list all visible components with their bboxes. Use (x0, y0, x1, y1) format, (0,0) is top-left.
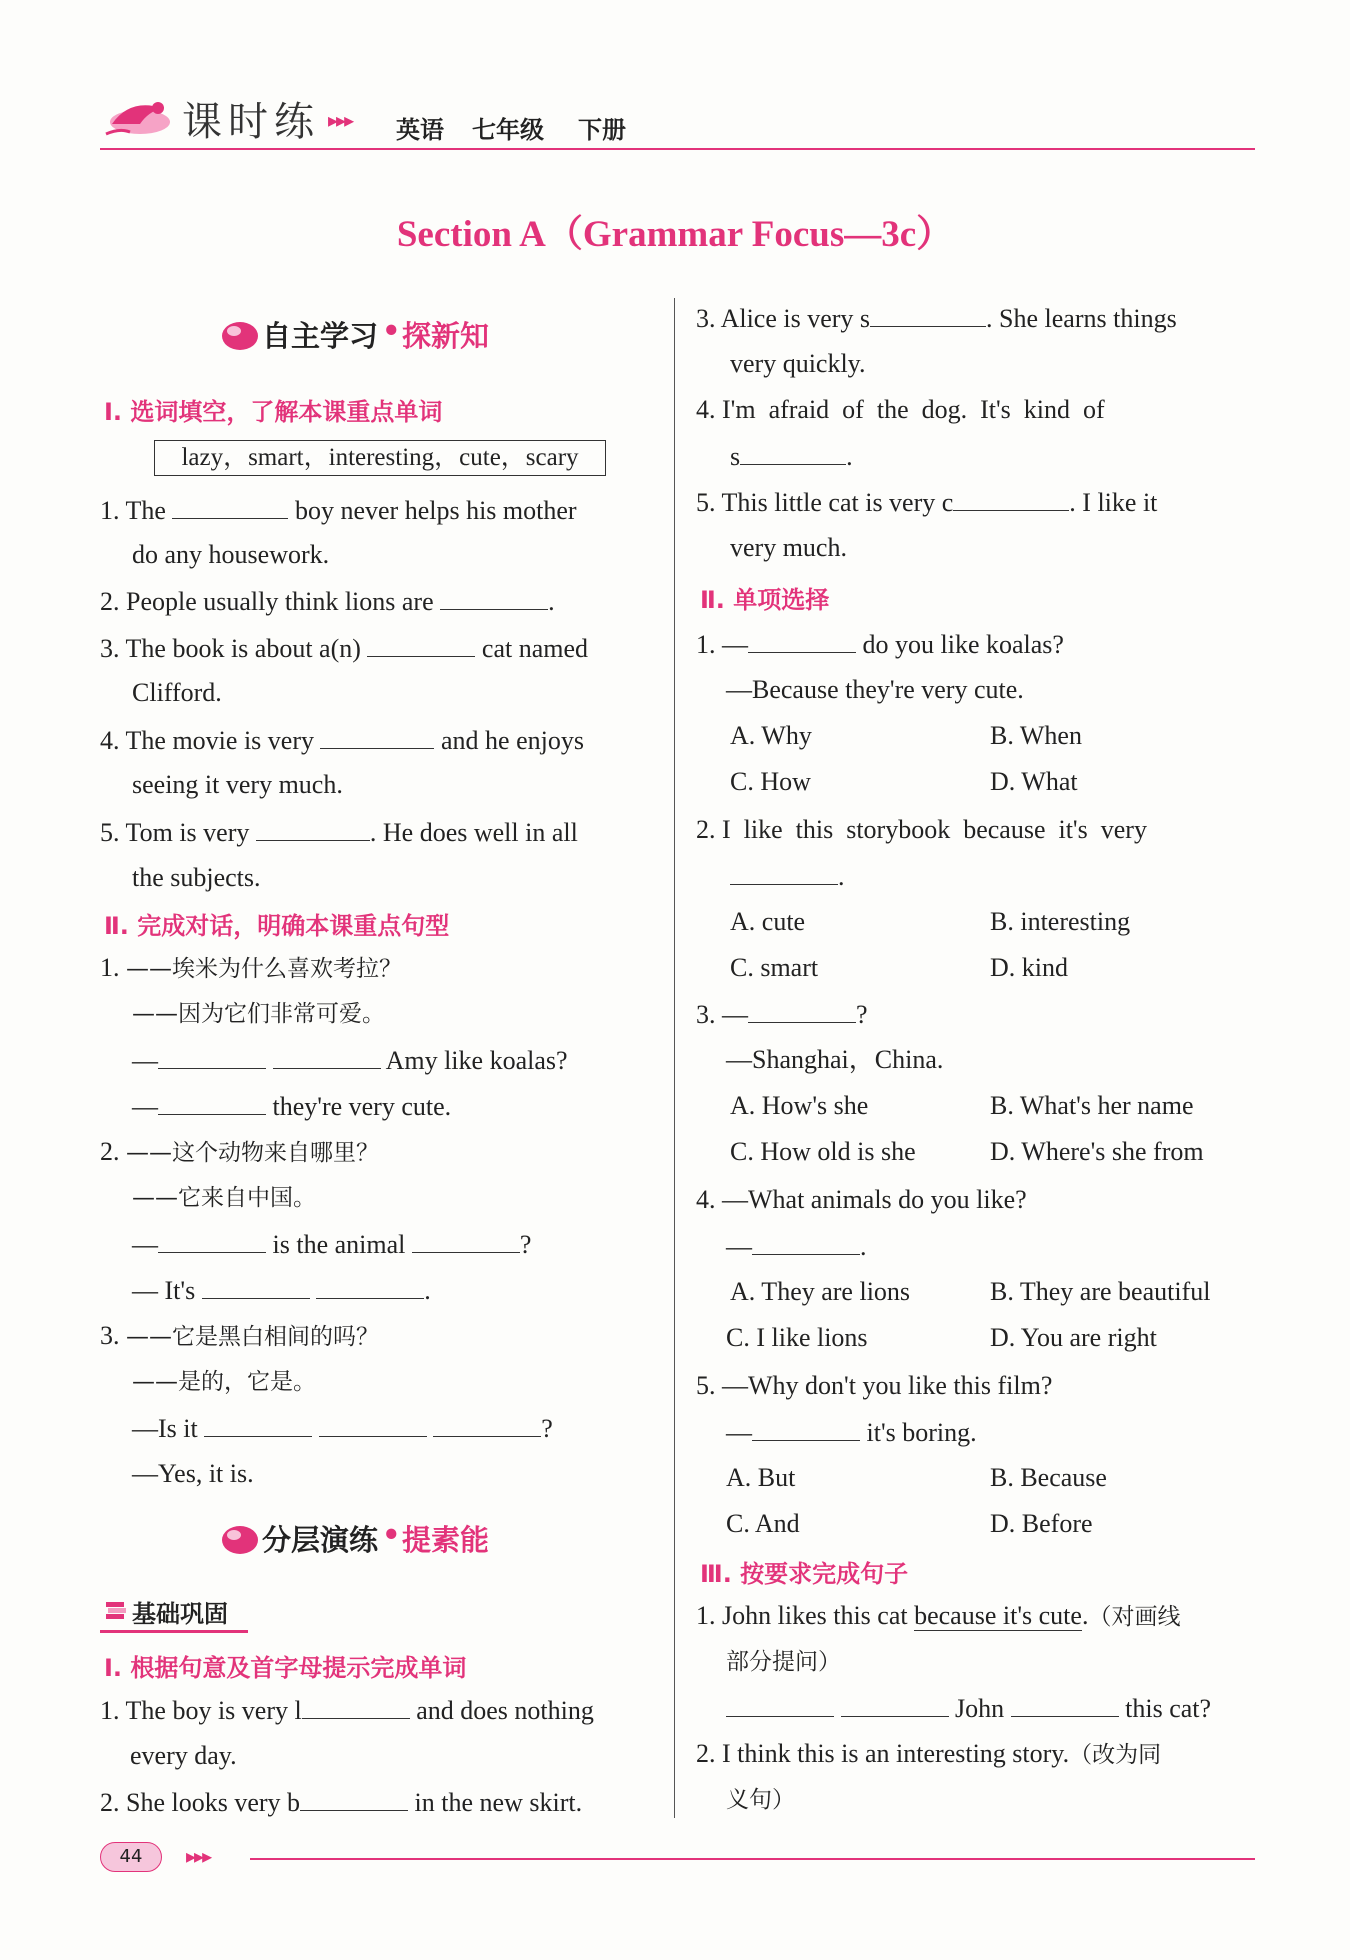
answer-blank[interactable] (1011, 1690, 1119, 1717)
mc-3-optB[interactable]: B. What's her name (990, 1091, 1194, 1120)
sub-tag-underline (100, 1630, 248, 1633)
q1-3: 3. The book is about a(n) cat named (100, 630, 588, 667)
q3-4: 4. I'm afraid of the dog. It's kind of (696, 395, 1105, 424)
header-rule (100, 148, 1255, 150)
answer-blank[interactable] (320, 722, 434, 749)
q1-1: 1. The boy never helps his mother (100, 492, 577, 529)
part4-heading: Ⅱ. 单项选择 (700, 586, 830, 614)
q3-4-cont: s . (730, 438, 853, 475)
brand-title: 课时练 (182, 99, 320, 145)
mc-1-line2: —Because they're very cute. (726, 675, 1024, 704)
header-subject: 英语 (396, 116, 444, 144)
banner-practice (216, 1514, 556, 1562)
header-grade: 七年级 (472, 116, 544, 144)
answer-blank[interactable] (440, 583, 548, 610)
banner-accent: 探新知 (402, 319, 490, 353)
header-volume: 下册 (578, 116, 626, 144)
mc-5: 5. —Why don't you like this film? (696, 1371, 1053, 1400)
mc-5-optC[interactable]: C. And (726, 1509, 800, 1538)
q3-1: 1. The boy is very l and does nothing (100, 1692, 594, 1729)
books-icon (104, 1598, 128, 1622)
q2-1-en1: — Amy like koalas? (132, 1042, 568, 1079)
mc-3-optA[interactable]: A. How's she (730, 1091, 869, 1120)
mc-4-optD[interactable]: D. You are right (990, 1323, 1157, 1352)
mc-4: 4. —What animals do you like? (696, 1185, 1027, 1214)
dolphin-logo-icon (100, 88, 180, 148)
mc-3-optD[interactable]: D. Where's she from (990, 1137, 1204, 1166)
answer-blank[interactable] (752, 1414, 860, 1441)
sc-1-zh2: 部分提问） (726, 1649, 841, 1675)
answer-blank[interactable] (202, 1272, 310, 1299)
sc-1-answer: John this cat? (726, 1690, 1211, 1727)
mc-5-line2: — it's boring. (726, 1414, 977, 1451)
ball-icon (216, 318, 260, 352)
q1-5: 5. Tom is very . He does well in all (100, 814, 578, 851)
mc-4-optA[interactable]: A. They are lions (730, 1277, 911, 1306)
q2-3-zh2: ——是的，它是。 (132, 1369, 316, 1395)
sub-tag-text: 基础巩固 (132, 1600, 228, 1628)
q3-5-cont: very much. (730, 533, 847, 562)
banner-dot: • (382, 1518, 401, 1552)
mc-3: 3. — ? (696, 996, 868, 1033)
q2-3: 3. ——它是黑白相间的吗？ (100, 1321, 379, 1350)
q2-2-en2: — It's . (132, 1272, 431, 1309)
q3-2: 2. She looks very b in the new skirt. (100, 1784, 582, 1821)
q1-3-cont: Clifford. (132, 678, 222, 707)
banner-self-study (216, 310, 556, 358)
banner-dot: • (382, 314, 401, 348)
sc-1: 1. John likes this cat because it's cute.（对画线 (696, 1601, 1181, 1630)
q1-2: 2. People usually think lions are . (100, 583, 555, 620)
footer-rule (250, 1858, 1255, 1860)
answer-blank[interactable] (204, 1410, 312, 1437)
section-title: Section A（Grammar Focus—3c） (396, 214, 954, 255)
word-box: lazy，smart，interesting，cute，scary (154, 440, 606, 476)
q2-2: 2. ——这个动物来自哪里？ (100, 1137, 379, 1166)
answer-blank[interactable] (433, 1410, 541, 1437)
answer-blank[interactable] (367, 630, 475, 657)
q2-1: 1. ——埃米为什么喜欢考拉？ (100, 953, 402, 982)
mc-2-optB[interactable]: B. interesting (990, 907, 1131, 936)
sc-2-zh2: 义句） (726, 1787, 795, 1813)
answer-blank[interactable] (302, 1692, 410, 1719)
mc-1: 1. — do you like koalas? (696, 626, 1064, 663)
answer-blank[interactable] (300, 1784, 408, 1811)
q3-3: 3. Alice is very s . She learns things (696, 300, 1177, 337)
part2-heading: Ⅱ. 完成对话，明确本课重点句型 (104, 912, 450, 940)
mc-2-optD[interactable]: D. kind (990, 953, 1068, 982)
q3-5: 5. This little cat is very c . I like it (696, 484, 1157, 521)
answer-blank[interactable] (256, 814, 370, 841)
part5-heading: Ⅲ. 按要求完成句子 (700, 1560, 909, 1588)
mc-5-optA[interactable]: A. But (726, 1463, 796, 1492)
mc-2-line2: . (730, 858, 845, 895)
q1-5-cont: the subjects. (132, 863, 261, 892)
q3-1-cont: every day. (130, 1741, 237, 1770)
answer-blank[interactable] (726, 1690, 834, 1717)
answer-blank[interactable] (748, 996, 856, 1023)
answer-blank[interactable] (953, 484, 1069, 511)
answer-blank[interactable] (316, 1272, 424, 1299)
answer-blank[interactable] (273, 1042, 381, 1069)
answer-blank[interactable] (158, 1088, 266, 1115)
banner-accent: 提素能 (402, 1523, 490, 1557)
part1-heading: Ⅰ. 选词填空，了解本课重点单词 (104, 398, 443, 426)
answer-blank[interactable] (730, 858, 838, 885)
sc-2: 2. I think this is an interesting story.（改为同 (696, 1739, 1162, 1768)
q2-3-en1: —Is it ? (132, 1410, 553, 1447)
mc-3-line2: —Shanghai，China. (726, 1045, 944, 1074)
q3-3-cont: very quickly. (730, 349, 866, 378)
answer-blank[interactable] (319, 1410, 427, 1437)
q2-1-en2: — they're very cute. (132, 1088, 451, 1125)
q1-4-cont: seeing it very much. (132, 770, 343, 799)
mc-4-optC[interactable]: C. I like lions (726, 1323, 868, 1352)
mc-2-optC[interactable]: C. smart (730, 953, 819, 982)
answer-blank[interactable] (412, 1226, 520, 1253)
mc-2: 2. I like this storybook because it's very (696, 815, 1147, 844)
mc-4-optB[interactable]: B. They are beautiful (990, 1277, 1211, 1306)
mc-1-optA[interactable]: A. Why (730, 721, 812, 750)
mc-1-optD[interactable]: D. What (990, 767, 1078, 796)
q2-1-zh2: ——因为它们非常可爱。 (132, 1001, 385, 1027)
part3-heading: Ⅰ. 根据句意及首字母提示完成单词 (104, 1654, 467, 1682)
mc-1-optB[interactable]: B. When (990, 721, 1082, 750)
q2-3-en2: —Yes, it is. (132, 1459, 254, 1488)
page-number: 44 (100, 1842, 162, 1872)
column-divider (674, 298, 675, 1818)
answer-blank[interactable] (158, 1226, 266, 1253)
q1-1-cont: do any housework. (132, 540, 330, 569)
mc-4-line2: — . (726, 1228, 867, 1265)
mc-5-optB[interactable]: B. Because (990, 1463, 1107, 1492)
mc-5-optD[interactable]: D. Before (990, 1509, 1093, 1538)
banner-main: 自主学习 (262, 319, 379, 353)
answer-blank[interactable] (172, 492, 288, 519)
arrows-icon: ▸▸▸ (328, 110, 353, 132)
answer-blank[interactable] (752, 1228, 860, 1255)
q1-4: 4. The movie is very and he enjoys (100, 722, 584, 759)
answer-blank[interactable] (870, 300, 986, 327)
page-header (100, 88, 1255, 150)
answer-blank[interactable] (748, 626, 856, 653)
q2-2-en1: — is the animal ? (132, 1226, 531, 1263)
ball-icon (216, 1522, 260, 1556)
banner-main: 分层演练 (262, 1523, 379, 1557)
arrows-icon: ▸▸▸ (186, 1846, 211, 1868)
answer-blank[interactable] (841, 1690, 949, 1717)
mc-1-optC[interactable]: C. How (730, 767, 811, 796)
answer-blank[interactable] (158, 1042, 266, 1069)
page-footer (100, 1840, 1255, 1880)
mc-3-optC[interactable]: C. How old is she (730, 1137, 916, 1166)
answer-blank[interactable] (740, 438, 846, 465)
mc-2-optA[interactable]: A. cute (730, 907, 806, 936)
q2-2-zh2: ——它来自中国。 (132, 1185, 316, 1211)
